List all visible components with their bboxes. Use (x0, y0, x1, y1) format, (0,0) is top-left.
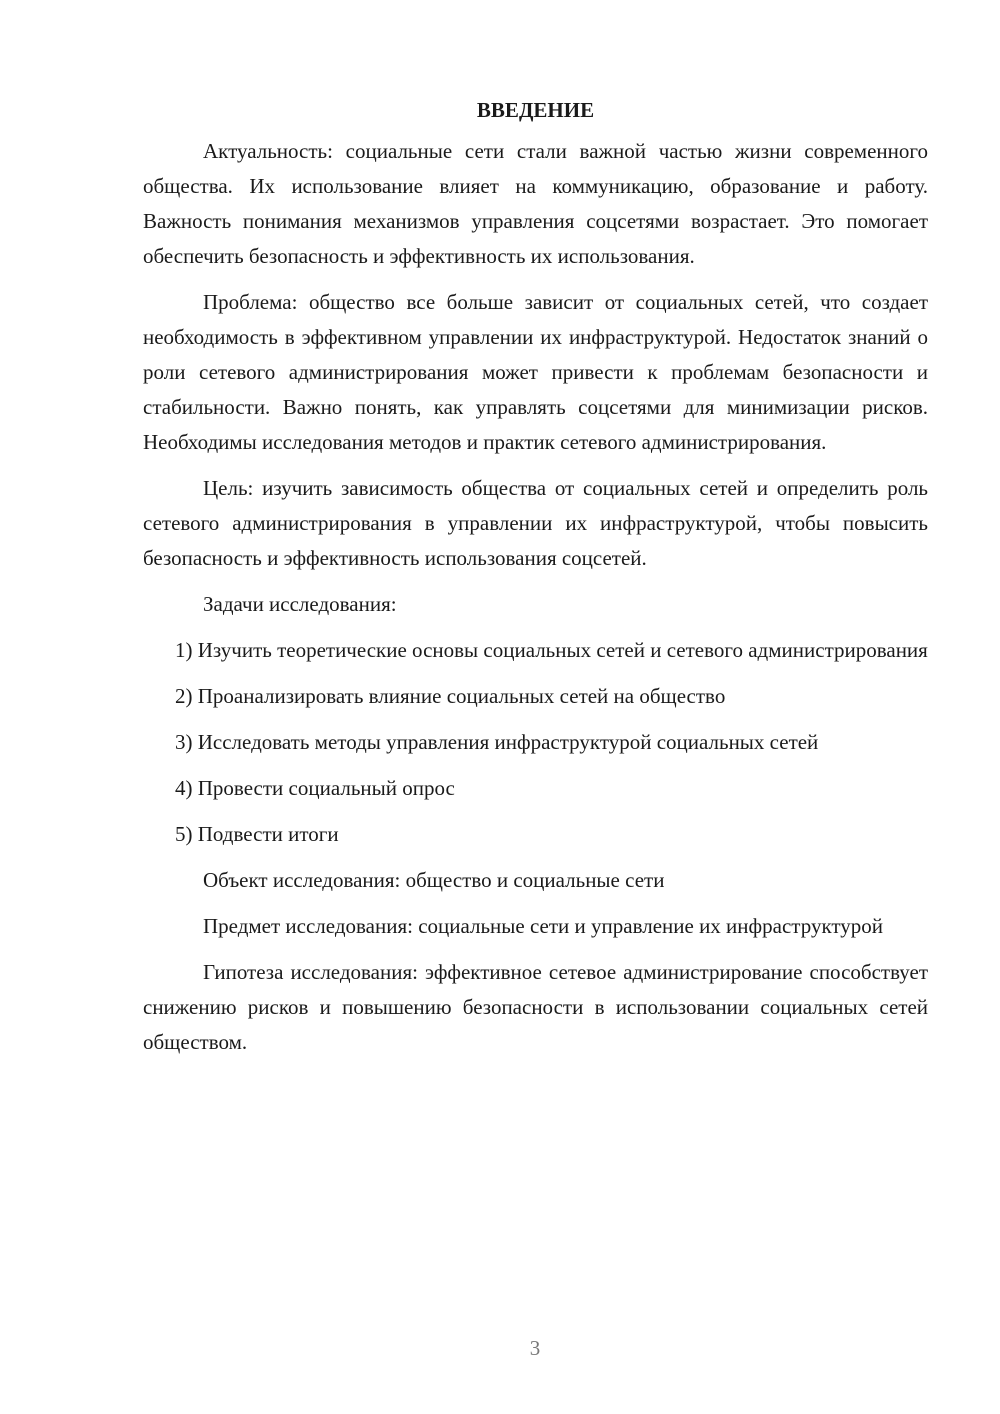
task-item: 5) Подвести итоги (175, 822, 339, 846)
task-item: 1) Изучить теоретические основы социальных сетей и сетевого администрирования (175, 638, 928, 662)
problem-paragraph: Проблема: общество все больше зависит от социальных сетей, что создает необходимость в эффективном управлении их инфраструктурой. Недостаток знаний о роли сетевого администрирования может привести к проблемам безопасности и стабильности. Важно понять, как управлять соцсетями для минимизации рисков. Необходимы исследования методов и практик сетевого администрирования. (143, 290, 928, 454)
subject-paragraph: Предмет исследования: социальные сети и управление их инфраструктурой (203, 914, 884, 938)
task-item: 3) Исследовать методы управления инфраструктурой социальных сетей (175, 730, 819, 754)
task-item: 2) Проанализировать влияние социальных сетей на общество (175, 684, 726, 708)
page-number: 3 (529, 1336, 541, 1360)
goal-paragraph: Цель: изучить зависимость общества от социальных сетей и определить роль сетевого администрирования в управлении их инфраструктурой, чтобы повысить безопасность и эффективность использования соцсетей. (143, 476, 928, 570)
task-item: 4) Провести социальный опрос (175, 776, 455, 800)
document-body (143, 93, 928, 1071)
hypothesis-paragraph: Гипотеза исследования: эффективное сетевое администрирование способствует снижению рисков и повышению безопасности в использовании социальных сетей обществом. (143, 960, 928, 1054)
object-paragraph: Объект исследования: общество и социальные сети (203, 868, 665, 892)
tasks-title: Задачи исследования: (203, 592, 397, 616)
actuality-paragraph: Актуальность: социальные сети стали важной частью жизни современного общества. Их использование влияет на коммуникацию, образование и работу. Важность понимания механизмов управления соцсетями возрастает. Это помогает обеспечить безопасность и эффективность их использования. (143, 139, 928, 268)
section-heading: ВВЕДЕНИЕ (476, 98, 595, 122)
